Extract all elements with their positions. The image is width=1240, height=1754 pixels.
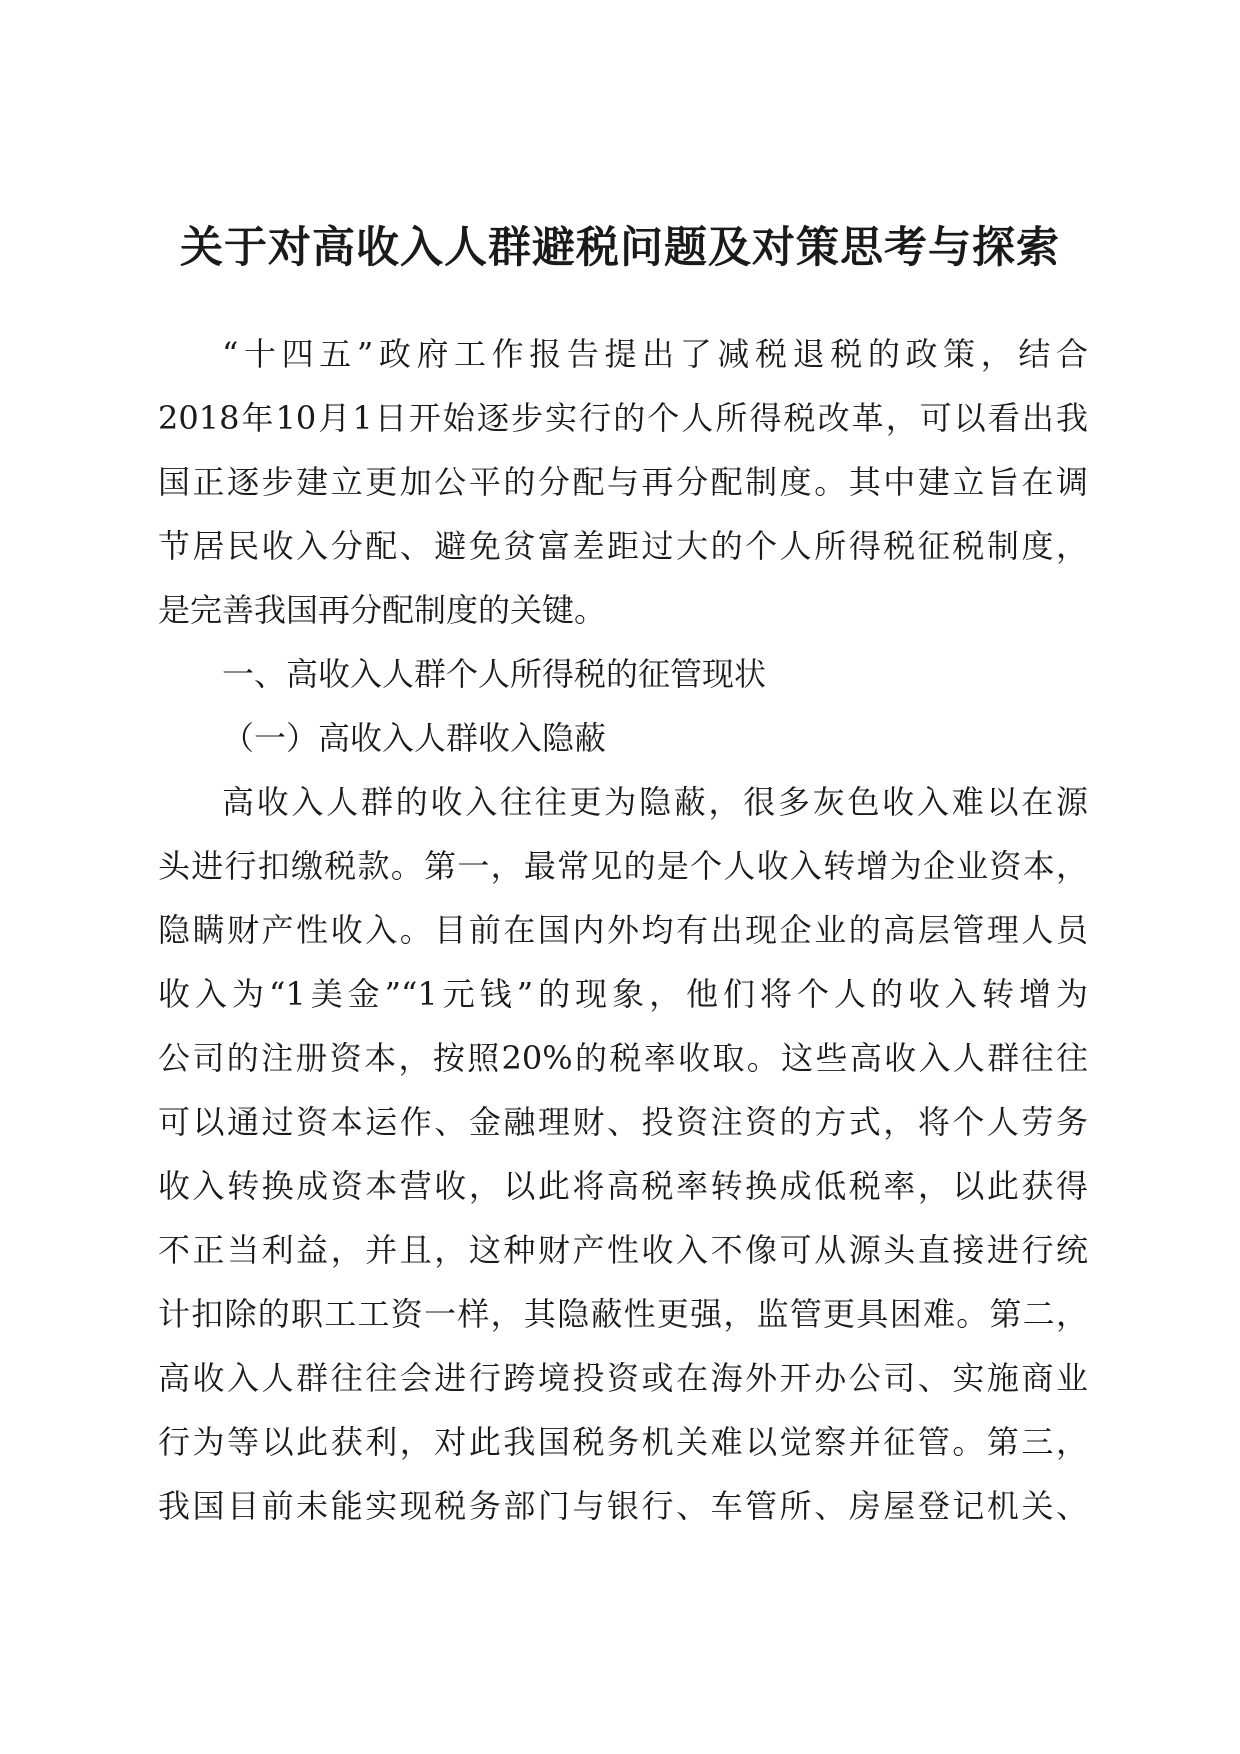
paragraph-line: 2018年10月1日开始逐步实行的个人所得税改革，可以看出我 [158, 399, 1088, 437]
paragraph-line: 是完善我国再分配制度的关键。 [158, 591, 607, 629]
paragraph-line: 节居民收入分配、避免贫富差距过大的个人所得税征税制度， [158, 527, 1088, 565]
paragraph-line: 高收入人群的收入往往更为隐蔽，很多灰色收入难以在源 [222, 783, 1088, 821]
paragraph-line: 头进行扣缴税款。第一，最常见的是个人收入转增为企业资本， [158, 847, 1088, 885]
paragraph-line: 收入为“1美金”“1元钱”的现象，他们将个人的收入转增为 [158, 975, 1088, 1013]
paragraph-line: 国正逐步建立更加公平的分配与再分配制度。其中建立旨在调 [158, 463, 1088, 501]
paragraph-line: 行为等以此获利，对此我国税务机关难以觉察并征管。第三， [158, 1423, 1088, 1461]
paragraph-line: “十四五”政府工作报告提出了减税退税的政策，结合 [222, 335, 1088, 373]
paragraph-line: 隐瞒财产性收入。目前在国内外均有出现企业的高层管理人员 [158, 911, 1088, 949]
paragraph-line: 不正当利益，并且，这种财产性收入不像可从源头直接进行统 [158, 1231, 1088, 1269]
paragraph-line: 我国目前未能实现税务部门与银行、车管所、房屋登记机关、 [158, 1487, 1088, 1525]
subsection-heading: （一）高收入人群收入隐蔽 [222, 719, 607, 757]
paragraph-line: 公司的注册资本，按照20%的税率收取。这些高收入人群往往 [158, 1039, 1088, 1077]
document-body [158, 322, 1088, 1538]
document-title: 关于对高收入人群避税问题及对策思考与探索 [180, 223, 1060, 273]
section-heading: 一、高收入人群个人所得税的征管现状 [222, 655, 767, 693]
paragraph-line: 可以通过资本运作、金融理财、投资注资的方式，将个人劳务 [158, 1103, 1088, 1141]
paragraph-line: 高收入人群往往会进行跨境投资或在海外开办公司、实施商业 [158, 1359, 1088, 1397]
paragraph-line: 计扣除的职工工资一样，其隐蔽性更强，监管更具困难。第二， [158, 1295, 1088, 1333]
paragraph-line: 收入转换成资本营收，以此将高税率转换成低税率，以此获得 [158, 1167, 1088, 1205]
